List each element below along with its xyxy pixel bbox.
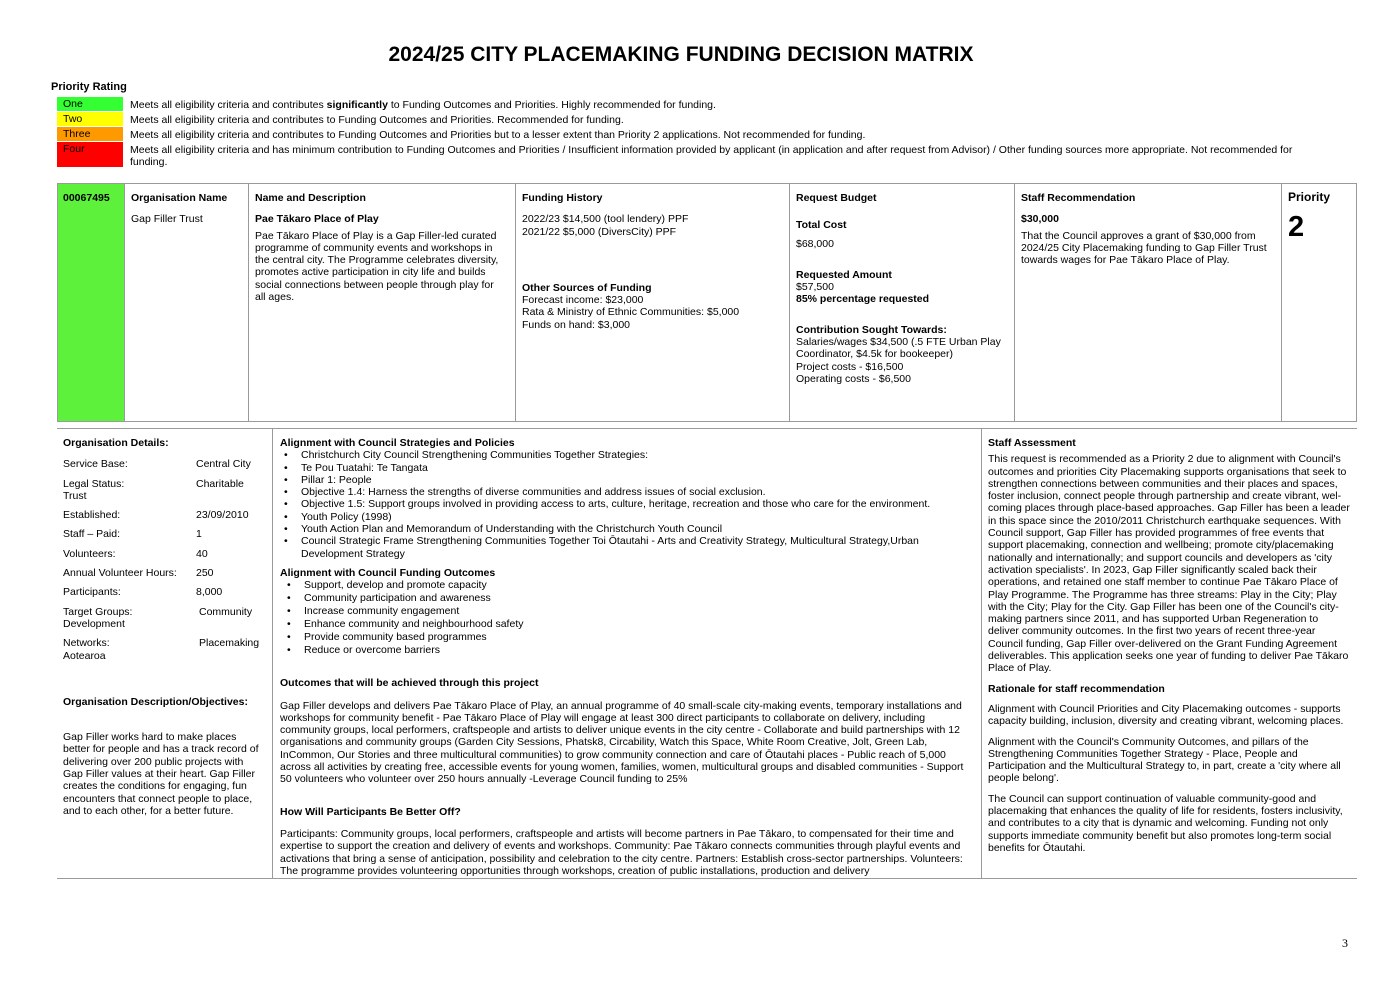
col-divider-4 (789, 183, 790, 422)
achieved-text: Gap Filler develops and delivers Pae Tākaro Place of Play, an annual programme of 40 small-scale city-making events, temporary installations and workshops for community benefit - Pae Tākaro Place of Play will engage at least 300 direct participants to collaborate on delivery, including community groups, local performers, craftspeople and artists to deliver unique events in the city centre - Collaborate and build partnerships with 12 organisations and community groups (Garden City Sessions, Phatsk8, Circability, Watch this Space, White Room Creative, Jolt, Green Lab, InCommon, Our Stories and three multicultural communities) to grow community connection and care of Ōtautahi places - Public reach of 5,000 across all activities by creating free, accessible events for young women, families, women, multicultural groups and disabled communities - Support 50 volunteers who volunteer over 250 hours annually -Leverage Council funding to 25% (280, 699, 964, 786)
detail-value-cont: Aotearoa (63, 649, 106, 662)
priority-desc-one-pre: Meets all eligibility criteria and contributes (130, 99, 327, 111)
col-divider-6 (1281, 183, 1282, 422)
detail-row (63, 509, 266, 528)
strategy-item: • Christchurch City Council Strengthening Communities Together Strategies: (301, 449, 975, 461)
strategy-item: • Objective 1.5: Support groups involved in providing access to arts, culture, heritage, recreation and those who care for the environment. (301, 498, 975, 510)
project-description: Pae Tākaro Place of Play is a Gap Filler-led curated programme of community events and workshops in the central city. The Programme celebrates diversity, promotes active participation in city life and builds social connections between people through play for all ages. (255, 229, 499, 304)
staff-rec-heading: Staff Recommendation (1021, 192, 1136, 204)
detail-row (63, 586, 266, 605)
priority-value: 2 (1288, 211, 1305, 244)
detail-row (63, 637, 266, 649)
funding-history-cell (522, 192, 784, 331)
detail-label: Legal Status: (63, 477, 125, 490)
other-source-item: Forecast income: $23,000 (522, 294, 644, 307)
strategy-item: • Council Strategic Frame Strengthening Communities Together Toi Ōtautahi - Arts and Creativity Strategy, Multicultural Strategy,Urban Development Strategy (301, 535, 975, 560)
strategies-list (280, 449, 975, 560)
detail-row (63, 567, 266, 586)
lower-divider-2 (981, 428, 982, 879)
priority-desc-three: Meets all eligibility criteria and contributes to Funding Outcomes and Priorities but to a lesser extent than Priority 2 applications. Not recommended for funding. (130, 129, 866, 141)
col-divider-1 (124, 183, 125, 422)
total-cost-label: Total Cost (796, 219, 847, 232)
legend-row-two (57, 112, 1312, 127)
strategy-item: • Te Pou Tuatahi: Te Tangata (301, 462, 975, 474)
assessment-heading: Staff Assessment (988, 437, 1076, 449)
contribution-item: Project costs - $16,500 (796, 360, 904, 373)
assessment-column (988, 437, 1352, 854)
priority-legend (57, 97, 1312, 168)
detail-label: Participants: (63, 586, 121, 599)
lower-bottom-border (57, 878, 1357, 879)
strategy-item: • Youth Policy (1998) (301, 511, 975, 523)
org-details-heading: Organisation Details: (63, 437, 169, 449)
strategy-item: • Youth Action Plan and Memorandum of Understanding with the Christchurch Youth Council (301, 523, 975, 535)
strategy-item: • Pillar 1: People (301, 474, 975, 486)
priority-desc-one-bold: significantly (326, 99, 388, 111)
col-divider-2 (248, 183, 249, 422)
page-title: 2024/25 CITY PLACEMAKING FUNDING DECISION MATRIX (388, 43, 974, 66)
priority-desc-one-post: to Funding Outcomes and Priorities. Highly recommended for funding. (387, 99, 716, 111)
detail-label: Volunteers: (63, 547, 116, 560)
outcome-item: • Community participation and awareness (304, 592, 975, 605)
detail-row (63, 458, 266, 477)
other-sources-heading: Other Sources of Funding (522, 281, 652, 294)
detail-row (63, 548, 266, 567)
organisation-cell (131, 192, 243, 226)
funding-outcomes-heading: Alignment with Council Funding Outcomes (280, 566, 496, 579)
detail-row (63, 528, 266, 547)
detail-label: Target Groups: (63, 605, 133, 618)
legend-row-one (57, 97, 1312, 112)
priority-swatch-three: Three (57, 127, 123, 142)
detail-label: Service Base: (63, 458, 128, 471)
funding-history-item: 2021/22 $5,000 (DiversCity) PPF (522, 225, 677, 238)
rationale-heading: Rationale for staff recommendation (988, 682, 1165, 695)
priority-desc-four: Meets all eligibility criteria and has minimum contribution to Funding Outcomes and Priorities / Insufficient information provided by applicant (in application and after request from Advisor) / Other funding sources more appropriate. Not recommended for funding. (130, 144, 1293, 168)
funding-history-item: 2022/23 $14,500 (tool lendery) PPF (522, 213, 689, 226)
priority-swatch-one: One (57, 97, 123, 112)
table-top-border (57, 183, 1357, 184)
achieved-heading: Outcomes that will be achieved through this project (280, 677, 539, 690)
requested-amount-value: $57,500 (796, 281, 834, 294)
staff-rec-text: That the Council approves a grant of $30,000 from 2024/25 City Placemaking funding to Gap Filler Trust towards wages for Pae Tākaro Place of Play. (1021, 229, 1267, 267)
other-source-item: Rata & Ministry of Ethnic Communities: $5,000 (522, 306, 740, 319)
priority-desc-one (123, 97, 716, 111)
percentage-requested: 85% percentage requested (796, 293, 930, 306)
legend-row-four (57, 142, 1312, 168)
detail-value: 8,000 (196, 586, 223, 599)
detail-value: 40 (196, 547, 208, 560)
outcome-item: • Reduce or overcome barriers (304, 644, 975, 657)
strategy-item: • Objective 1.4: Harness the strengths of diverse communities and address issues of social exclusion. (301, 486, 975, 498)
outcome-item: • Support, develop and promote capacity (304, 579, 975, 592)
detail-row (63, 478, 266, 490)
legend-row-three (57, 127, 1312, 142)
requested-amount-label: Requested Amount (796, 268, 892, 281)
rationale-paragraph: Alignment with Council Priorities and City Placemaking outcomes - supports capacity building, inclusion, diversity and creating vibrant, welcoming places. (988, 702, 1344, 728)
detail-value: 1 (196, 528, 202, 541)
page-number: 3 (1342, 936, 1348, 950)
contribution-item: Operating costs - $6,500 (796, 372, 911, 385)
assessment-text: This request is recommended as a Priority 2 due to alignment with Council's outcomes and priorities City Placemaking supports organisations that seek to strengthen connections between communities and their places and spaces, foster inclusion, connect people through partnership and create vibrant, wel-coming places through place-based approaches. Gap Filler has been a leader in this space since the 2010/2011 Christchurch earthquake sequences. With Council support, Gap Filler has provided programmes of free events that support placemaking, connection and wellbeing; promote city/placemaking nationally and internationally; and support councils and developers as 'city activation specialists'. In 2023, Gap Filler significantly scaled back their operations, and retained one staff member to continue Pae Tākaro Place of Play Programme. The Programme has three streams: Play in the City; Play with the City; Play for the City. Gap Filler has been one of the Council's city-making partners since 2011, and has supported Urban Regeneration to deliver community outcomes. In the first two years of recent three-year Council funding, Gap Filler over-delivered on the Grant Funding Agreement deliverables. This application seeks one year of funding to deliver Pae Tākaro Place of Play. (988, 453, 1350, 675)
detail-value-cont: Development (63, 617, 125, 630)
other-source-item: Funds on hand: $3,000 (522, 318, 631, 331)
detail-value: Community (199, 605, 253, 618)
better-off-heading: How Will Participants Be Better Off? (280, 805, 461, 818)
total-cost-value: $68,000 (796, 237, 834, 250)
org-description-heading: Organisation Description/Objectives: (63, 695, 248, 708)
detail-row (63, 606, 266, 618)
outcome-item: • Provide community based programmes (304, 631, 975, 644)
detail-label: Staff – Paid: (63, 528, 121, 541)
org-name-heading: Organisation Name (131, 192, 228, 204)
detail-value: 250 (196, 567, 214, 580)
request-budget-cell (796, 192, 1010, 385)
alignment-column (280, 437, 975, 877)
priority-swatch-two: Two (57, 112, 123, 127)
detail-label: Annual Volunteer Hours: (63, 567, 177, 580)
name-description-cell (255, 192, 507, 303)
outcome-item: • Enhance community and neighbourhood safety (304, 618, 975, 631)
table-bottom-border (57, 421, 1357, 422)
staff-recommendation-cell (1021, 192, 1271, 266)
contribution-item: Salaries/wages $34,500 (.5 FTE Urban Play Coordinator, $4.5k for bookeeper) (796, 336, 1001, 361)
budget-heading: Request Budget (796, 192, 877, 204)
contribution-label: Contribution Sought Towards: (796, 323, 947, 336)
priority-desc-two: Meets all eligibility criteria and contributes to Funding Outcomes and Priorities. Recommended for funding. (130, 114, 624, 126)
table-right-border (1356, 183, 1357, 422)
detail-label: Networks: (63, 637, 110, 650)
lower-divider-1 (272, 428, 273, 879)
detail-value-cont: Trust (63, 489, 87, 502)
org-description-text: Gap Filler works hard to make places better for people and has a track record of delivering over 200 public projects with Gap Filler values at their heart. Gap Filler creates the conditions for engaging, fun encounters that connect people to place, and to each other, for a better future. (63, 731, 259, 817)
rationale-paragraph: Alignment with the Council's Community Outcomes, and pillars of the Strengthening Communities Together Strategy - Place, People and Participation and the Multicultural Strategy to, in part, create a 'city where all people belong'. (988, 735, 1341, 785)
rationale-paragraph: The Council can support continuation of valuable community-good and placemaking that enhances the quality of life for residents, fosters inclusivity, and contributes to a city that is dynamic and welcoming. Funding not only supports immediate community benefit but also promotes long-term social benefits for Ōtautahi. (988, 792, 1343, 854)
detail-label: Established: (63, 509, 121, 522)
strategies-heading: Alignment with Council Strategies and Policies (280, 437, 515, 449)
priority-heading: Priority (1288, 190, 1331, 204)
funding-outcomes-list (280, 579, 975, 657)
org-name: Gap Filler Trust (131, 213, 203, 226)
priority-swatch-four: Four (57, 142, 123, 168)
org-details-column (63, 437, 266, 817)
col-divider-3 (515, 183, 516, 422)
detail-value: 23/09/2010 (196, 509, 249, 522)
detail-value: Central City (196, 458, 251, 471)
application-id: 00067495 (63, 192, 110, 204)
better-off-text: Participants: Community groups, local performers, craftspeople and artists will become partners in Pae Tākaro, to compensated for their time and expertise to support the creation and delivery of events and workshops. Community: Pae Tākaro connects communities through playful events and activations that bring a sense of anticipation, possibility and celebration to the city centre. Partners: Establish cross-sector partnerships. Volunteers: The programme provides volunteering opportunities through workshops, creation of public installations, production and delivery (280, 827, 963, 877)
detail-value: Charitable (196, 477, 244, 490)
outcome-item: • Increase community engagement (304, 605, 975, 618)
lower-top-border (57, 428, 1357, 429)
name-desc-heading: Name and Description (255, 192, 366, 204)
priority-cell (1288, 191, 1350, 243)
detail-value: Placemaking (199, 637, 260, 650)
funding-history-heading: Funding History (522, 192, 603, 204)
project-name: Pae Tākaro Place of Play (255, 213, 379, 226)
staff-rec-amount: $30,000 (1021, 213, 1059, 226)
col-divider-5 (1014, 183, 1015, 422)
priority-color-cell (58, 184, 124, 421)
priority-rating-heading: Priority Rating (51, 81, 127, 93)
